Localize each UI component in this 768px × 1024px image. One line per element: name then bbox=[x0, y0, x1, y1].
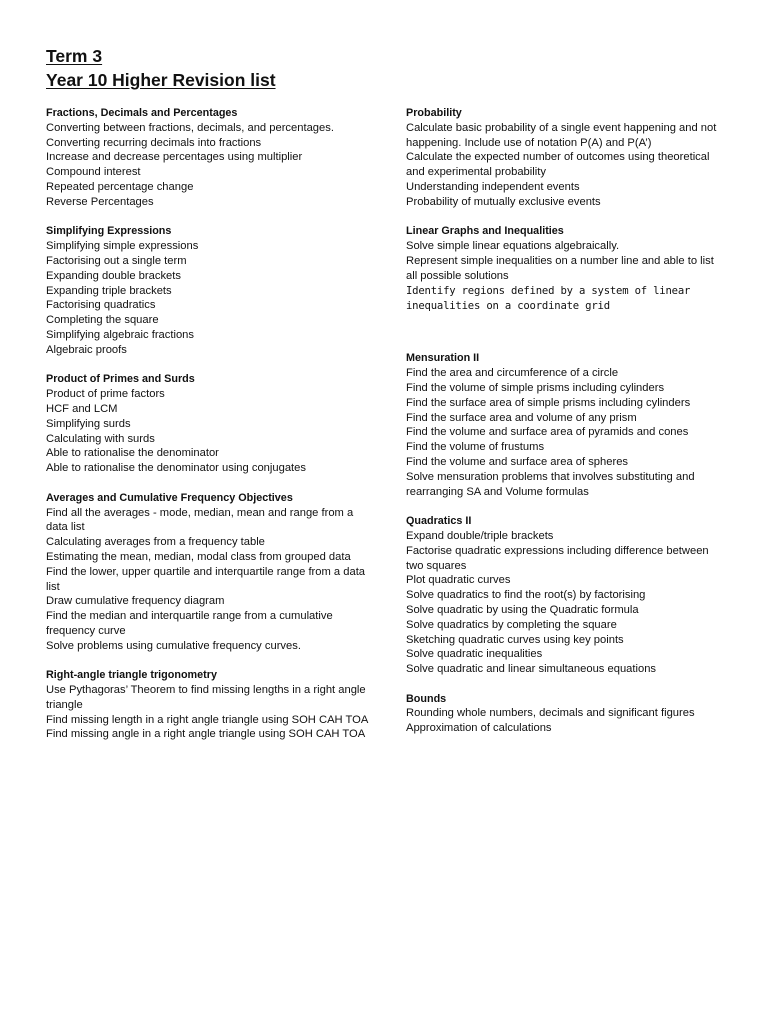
section-heading: Quadratics II bbox=[406, 515, 472, 528]
section-simplifying-expressions bbox=[46, 224, 376, 357]
list-item: Converting between fractions, decimals, and percentages. bbox=[46, 121, 334, 134]
section-heading: Mensuration II bbox=[406, 352, 480, 365]
list-item: Find the area and circumference of a circle bbox=[406, 367, 619, 380]
list-item: Able to rationalise the denominator bbox=[46, 447, 219, 460]
section-primes-and-surds bbox=[46, 372, 376, 476]
document-header bbox=[46, 44, 276, 92]
list-item: Rounding whole numbers, decimals and significant figures bbox=[406, 707, 695, 720]
section-averages-cumulative-frequency bbox=[46, 491, 376, 654]
section-bounds bbox=[406, 692, 728, 736]
section-heading: Linear Graphs and Inequalities bbox=[406, 225, 564, 238]
list-item: Reverse Percentages bbox=[46, 195, 154, 208]
section-heading: Probability bbox=[406, 107, 462, 119]
list-item: Calculate the expected number of outcomes using theoretical and experimental probability bbox=[406, 151, 710, 179]
list-item: Calculating with surds bbox=[46, 432, 155, 445]
list-item: Find the volume and surface area of spheres bbox=[406, 455, 629, 468]
list-item: Solve quadratics by completing the square bbox=[406, 618, 617, 631]
term-title: Term 3 bbox=[46, 46, 103, 66]
list-item-handwritten-style: Identify regions defined by a system of linear inequalities on a coordinate grid bbox=[406, 284, 691, 313]
section-right-angle-trigonometry bbox=[46, 668, 376, 742]
section-mensuration-ii bbox=[406, 351, 728, 499]
list-item: Use Pythagoras’ Theorem to find missing lengths in a right angle triangle bbox=[46, 684, 366, 711]
list-item: Find the lower, upper quartile and interquartile range from a data list bbox=[46, 565, 366, 593]
list-item: Draw cumulative frequency diagram bbox=[46, 595, 225, 608]
list-item: Calculate basic probability of a single event happening and not happening. Include use of notation P(A) and P(A’) bbox=[406, 121, 717, 149]
list-item: Expanding triple brackets bbox=[46, 284, 172, 297]
list-item: Find the surface area and volume of any prism bbox=[406, 411, 637, 424]
list-item: Sketching quadratic curves using key points bbox=[406, 633, 624, 646]
section-heading: Averages and Cumulative Frequency Objectives bbox=[46, 491, 293, 504]
list-item: Estimating the mean, median, modal class from grouped data bbox=[46, 550, 351, 563]
list-item: Solve quadratic by using the Quadratic formula bbox=[406, 603, 639, 616]
list-item: Factorising quadratics bbox=[46, 299, 156, 312]
list-item: Simplifying surds bbox=[46, 417, 131, 430]
list-item: Factorising out a single term bbox=[46, 254, 187, 267]
document-title: Year 10 Higher Revision list bbox=[46, 70, 276, 90]
list-item: Represent simple inequalities on a number line and able to list all possible solutions bbox=[406, 254, 714, 282]
list-item: Compound interest bbox=[46, 166, 141, 179]
section-heading: Right-angle triangle trigonometry bbox=[46, 669, 217, 682]
spacer bbox=[406, 315, 728, 337]
list-item: Find the volume of frustums bbox=[406, 441, 545, 454]
section-heading: Simplifying Expressions bbox=[46, 225, 172, 238]
list-item: Probability of mutually exclusive events bbox=[406, 195, 601, 208]
list-item: Solve quadratic inequalities bbox=[406, 648, 543, 661]
list-item: Converting recurring decimals into fractions bbox=[46, 136, 262, 149]
list-item: Product of prime factors bbox=[46, 388, 165, 401]
section-heading: Fractions, Decimals and Percentages bbox=[46, 107, 238, 119]
list-item: Solve quadratics to find the root(s) by factorising bbox=[406, 589, 646, 602]
list-item: Expand double/triple brackets bbox=[406, 529, 554, 542]
section-linear-graphs-inequalities bbox=[406, 224, 728, 336]
list-item: Find the median and interquartile range from a cumulative frequency curve bbox=[46, 610, 333, 637]
list-item: Algebraic proofs bbox=[46, 343, 127, 356]
list-item: Calculating averages from a frequency table bbox=[46, 536, 265, 549]
list-item: Find the volume of simple prisms including cylinders bbox=[406, 381, 665, 394]
list-item: Simplifying algebraic fractions bbox=[46, 328, 194, 341]
list-item: Find the surface area of simple prisms including cylinders bbox=[406, 396, 691, 409]
list-item: Factorise quadratic expressions including difference between two squares bbox=[406, 544, 709, 572]
list-item: Find all the averages - mode, median, mean and range from a data list bbox=[46, 506, 354, 534]
list-item: Approximation of calculations bbox=[406, 722, 552, 735]
section-probability bbox=[406, 106, 728, 210]
list-item: Find missing length in a right angle triangle using SOH CAH TOA bbox=[46, 713, 369, 726]
list-item: Find missing angle in a right angle triangle using SOH CAH TOA bbox=[46, 728, 366, 741]
list-item: Simplifying simple expressions bbox=[46, 240, 199, 253]
list-item: Plot quadratic curves bbox=[406, 574, 511, 587]
left-column bbox=[46, 106, 376, 757]
list-item: Find the volume and surface area of pyramids and cones bbox=[406, 426, 689, 439]
right-column bbox=[406, 106, 728, 751]
section-heading: Product of Primes and Surds bbox=[46, 373, 195, 386]
section-heading: Bounds bbox=[406, 692, 447, 705]
list-item: Solve problems using cumulative frequency curves. bbox=[46, 639, 301, 652]
list-item: Completing the square bbox=[46, 314, 159, 327]
list-item: HCF and LCM bbox=[46, 402, 118, 415]
list-item: Increase and decrease percentages using multiplier bbox=[46, 151, 303, 164]
list-item: Solve mensuration problems that involves substituting and rearranging SA and Volume formulas bbox=[406, 470, 695, 498]
list-item: Repeated percentage change bbox=[46, 180, 194, 193]
list-item: Solve simple linear equations algebraically. bbox=[406, 240, 620, 253]
list-item: Expanding double brackets bbox=[46, 269, 181, 282]
section-fractions-decimals-percentages bbox=[46, 106, 376, 210]
list-item: Solve quadratic and linear simultaneous equations bbox=[406, 663, 657, 676]
list-item: Able to rationalise the denominator using conjugates bbox=[46, 462, 306, 475]
list-item: Understanding independent events bbox=[406, 180, 580, 193]
section-quadratics-ii bbox=[406, 514, 728, 677]
